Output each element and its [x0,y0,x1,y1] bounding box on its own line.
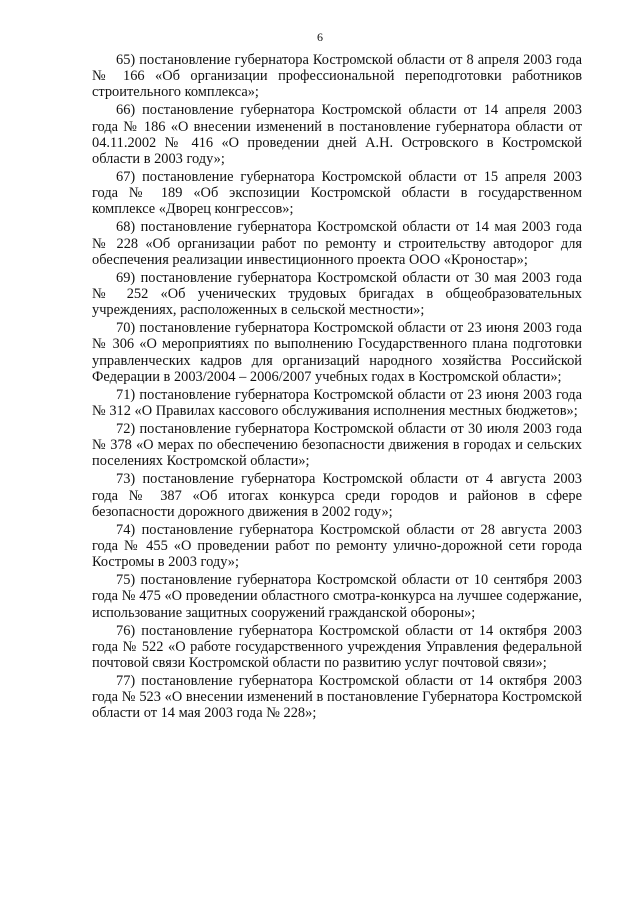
list-item: 69) постановление губернатора Костромской области от 30 мая 2003 года № 252 «Об ученических трудовых бригадах в общеобразовательных учреждениях, расположенных в сельской местности»; [92,269,582,319]
list-item: 74) постановление губернатора Костромской области от 28 августа 2003 года № 455 «О проведении работ по ремонту улично-дорожной сети города Костромы в 2003 году»; [92,521,582,571]
list-item: 66) постановление губернатора Костромской области от 14 апреля 2003 года № 186 «О внесении изменений в постановление губернатора области от 04.11.2002 № 416 «О проведении дней А.Н. Островского в Костромской области в 2003 году»; [92,102,582,168]
list-item: 73) постановление губернатора Костромской области от 4 августа 2003 года № 387 «Об итогах конкурса среди городов и районов в сфере безопасности дорожного движения в 2002 году»; [92,471,582,520]
list-item: 67) постановление губернатора Костромской области от 15 апреля 2003 года № 189 «Об экспозиции Костромской области в государственном комплексе «Дворец конгрессов»; [92,169,582,218]
list-item: 77) постановление губернатора Костромской области от 14 октября 2003 года № 523 «О внесении изменений в постановление Губернатора Костромской области от 14 мая 2003 года № 228»; [92,673,582,722]
list-item: 72) постановление губернатора Костромской области от 30 июля 2003 года № 378 «О мерах по обеспечению безопасности движения в городах и сельских поселениях Костромской области»; [92,421,582,470]
list-item: 75) постановление губернатора Костромской области от 10 сентября 2003 года № 475 «О проведении областного смотра-конкурса на лучшее содержание, использование защитных сооружений гражданской обороны»; [92,572,582,621]
list-item: 68) постановление губернатора Костромской области от 14 мая 2003 года № 228 «Об организации работ по ремонту и строительству автодорог для обеспечения реализации инвестиционного проекта ООО «Кроностар»; [92,219,582,268]
list-item: 70) постановление губернатора Костромской области от 23 июня 2003 года № 306 «О мероприятиях по выполнению Государственного плана подготовки управленческих кадров для организаций народного хозяйства Российской Федерации в 2003/2004 – 2006/2007 учебных годах в Костромской области»; [92,320,582,385]
list-item: 71) постановление губернатора Костромской области от 23 июня 2003 года № 312 «О Правилах кассового обслуживания исполнения местных бюджетов»; [92,386,582,420]
document-body [92,52,582,723]
list-item: 65) постановление губернатора Костромской области от 8 апреля 2003 года № 166 «Об организации профессиональной переподготовки работников строительного комплекса»; [92,52,582,101]
list-item: 76) постановление губернатора Костромской области от 14 октября 2003 года № 522 «О работе государственного учреждения Управления федеральной почтовой связи Костромской области по развитию услуг почтовой связи»; [92,622,582,672]
page-number: 6 [317,30,323,44]
